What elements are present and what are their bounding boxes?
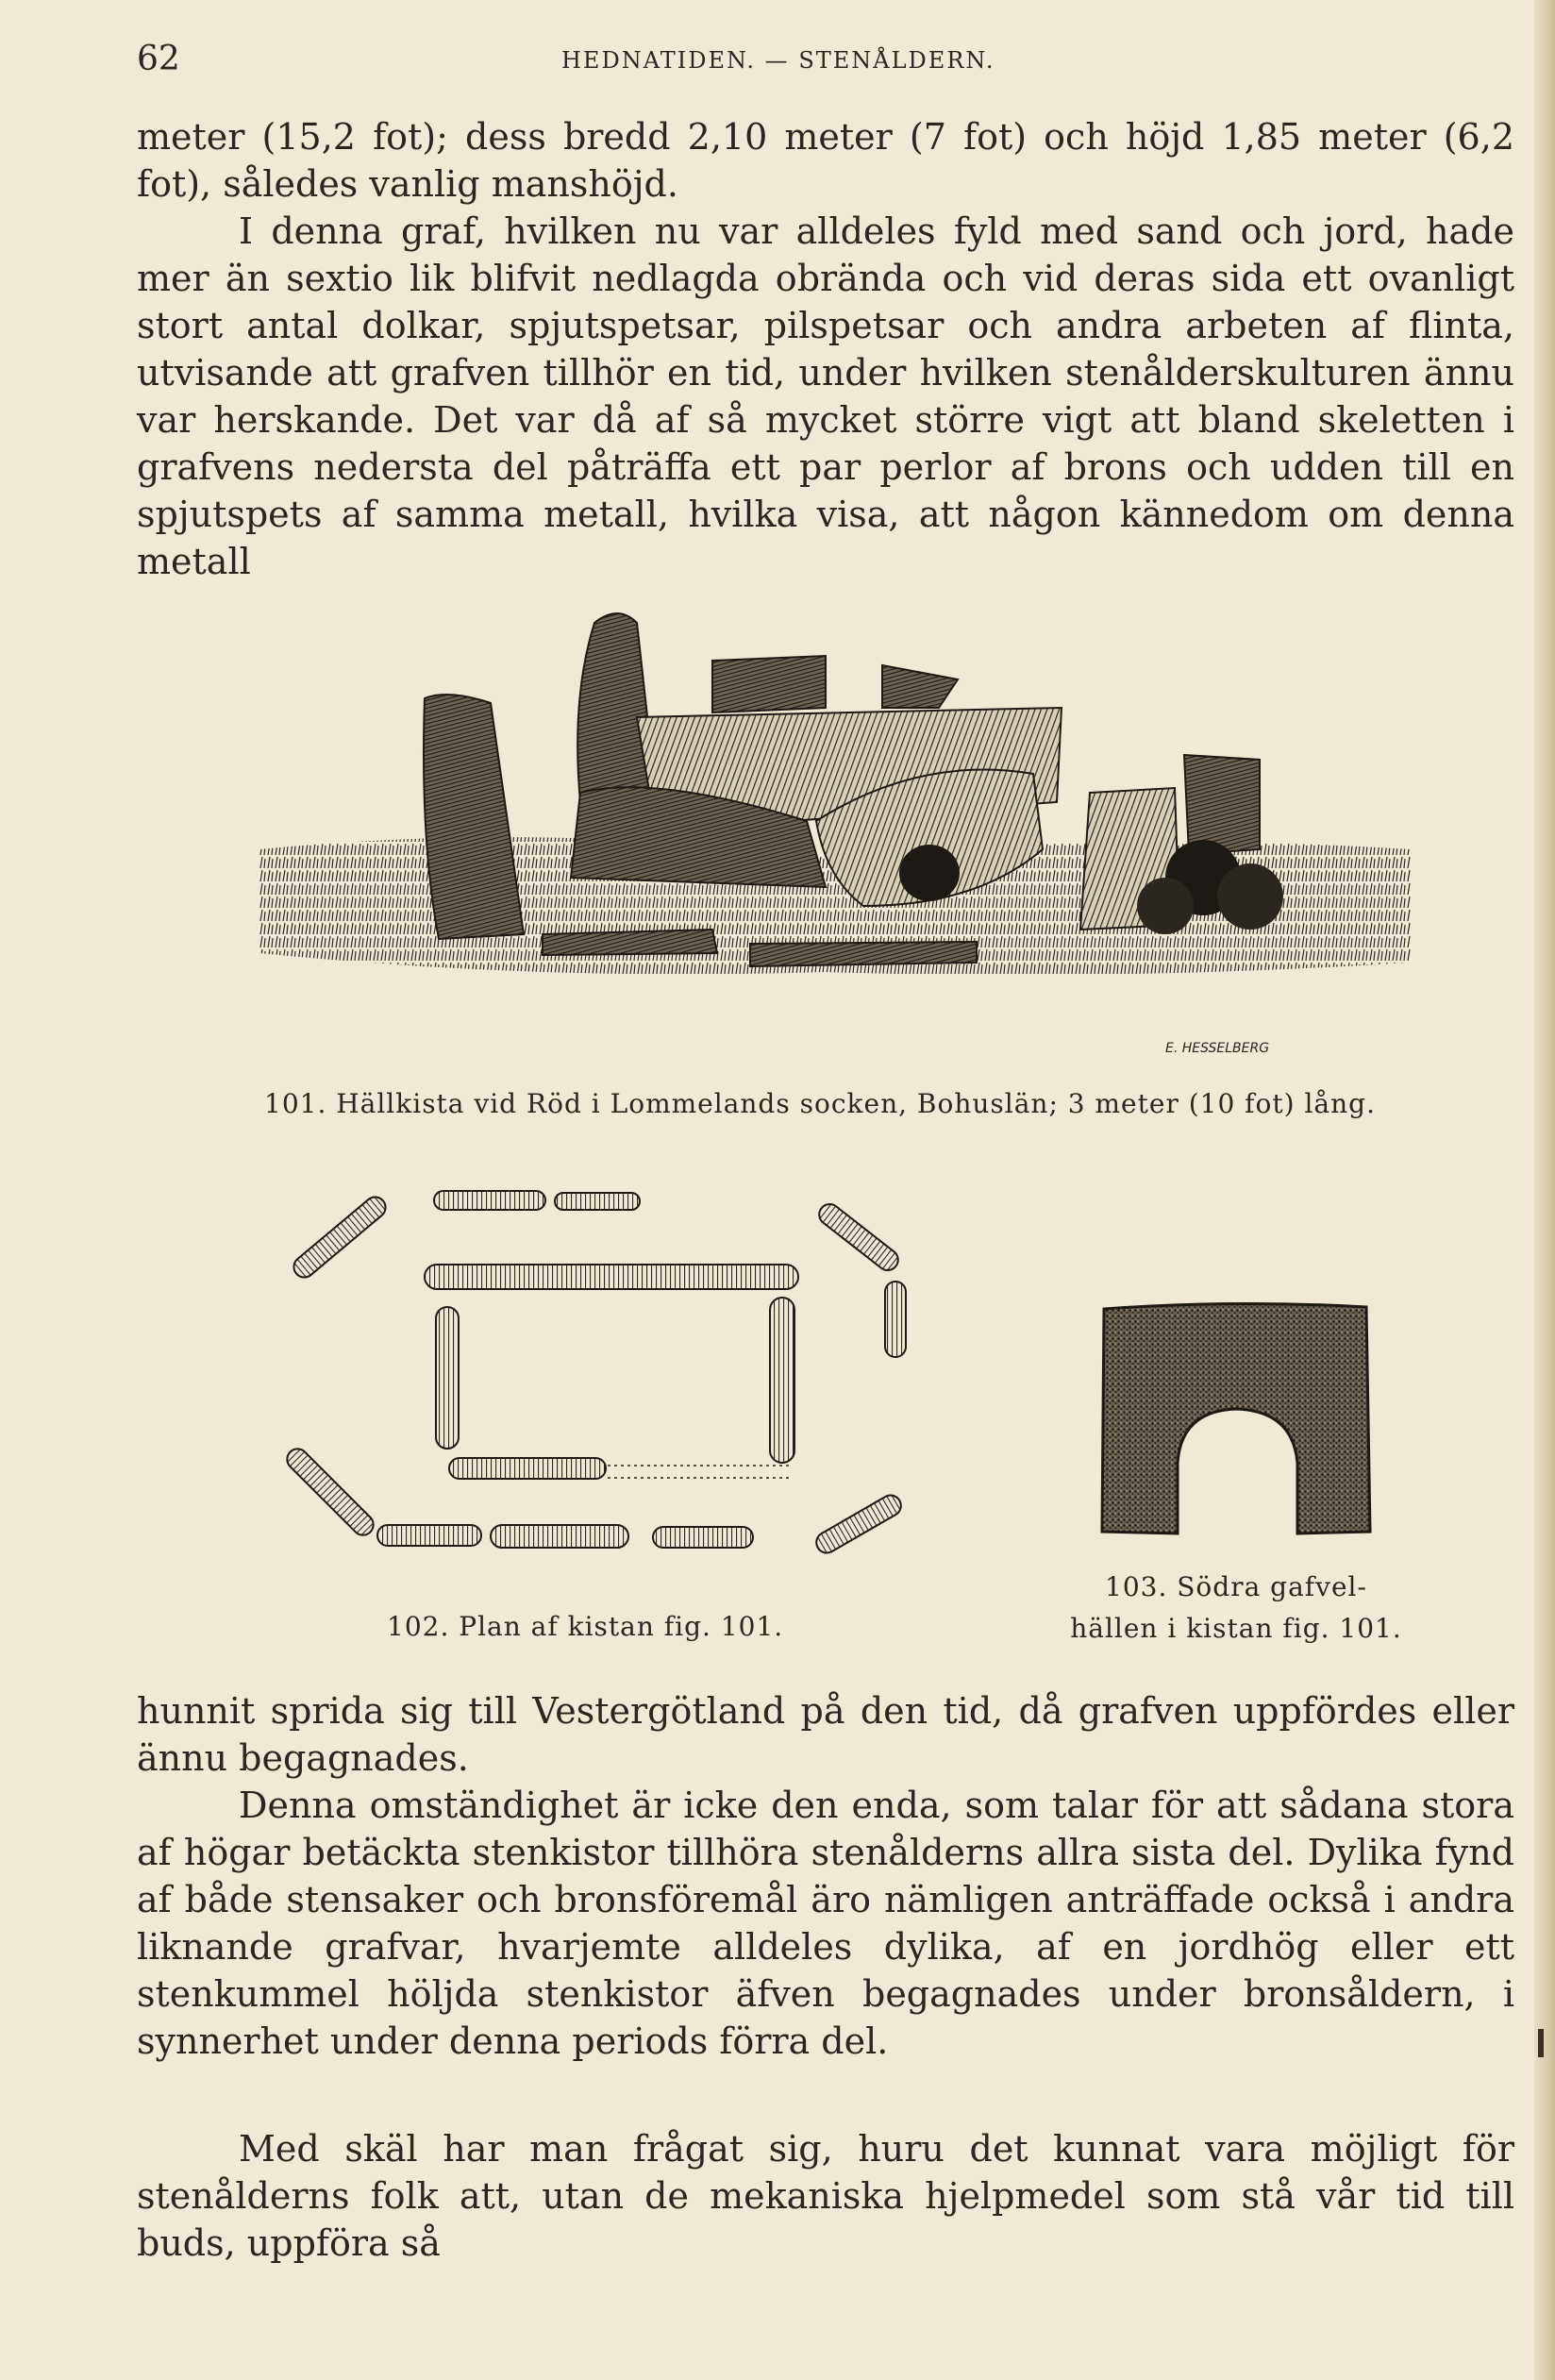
caption-figure-102: 102. Plan af kistan fig. 101. bbox=[387, 1611, 784, 1642]
plan-stone bbox=[555, 1193, 640, 1210]
paragraph: meter (15,2 fot); dess bredd 2,10 meter (7 fot) och höjd 1,85 meter (6,2 fot), således vanlig manshöjd. bbox=[137, 116, 1514, 205]
plan-stone bbox=[812, 1491, 905, 1556]
plan-stone bbox=[436, 1307, 459, 1449]
cist-plan-diagram bbox=[283, 1170, 925, 1585]
end-slab-shape bbox=[1102, 1303, 1370, 1534]
fallen-slab bbox=[543, 930, 717, 955]
running-head: HEDNATIDEN. — STENÅLDERN. bbox=[561, 47, 995, 74]
caption-figure-101: 101. Hällkista vid Röd i Lommelands socken, Bohuslän; 3 meter (10 fot) lång. bbox=[264, 1088, 1376, 1119]
back-slab-right bbox=[882, 665, 958, 708]
stone-cist-illustration bbox=[259, 604, 1411, 1057]
running-header bbox=[137, 40, 1505, 87]
paragraph: Denna omständighet är icke den enda, som talar för att sådana stora af högar betäckta stenkistor tillhöra stenålderns allra sista del. Dylika fynd af både stensaker och bronsföremål äro nämligen anträffade också i andra liknande grafvar, hvarjemte alldeles dylika, af en jordhög eller ett stenkummel höljda stenkistor äfven begagnades under bronsåldern, i synnerhet under denna periods förra del. bbox=[137, 1785, 1514, 2062]
figure-101-stone-cist-engraving bbox=[259, 604, 1411, 1057]
plan-stone bbox=[290, 1193, 390, 1282]
caption-figure-103 bbox=[1066, 1567, 1406, 1650]
plan-stone bbox=[283, 1445, 377, 1539]
paragraph: Med skäl har man frågat sig, huru det kunnat vara möjligt för stenålderns folk att, utan de mekaniska hjelpmedel som stå vår tid till buds, uppföra så bbox=[137, 2128, 1514, 2264]
figure-102-plan bbox=[283, 1170, 925, 1585]
plan-stone bbox=[653, 1527, 753, 1548]
plan-stone bbox=[449, 1458, 606, 1479]
plan-stone bbox=[377, 1525, 481, 1546]
plan-stone-long bbox=[425, 1265, 798, 1289]
body-text-top bbox=[137, 113, 1514, 585]
margin-mark bbox=[1538, 2029, 1544, 2057]
body-text-bottom bbox=[137, 1687, 1514, 2065]
body-text-last bbox=[137, 2125, 1514, 2267]
page-edge bbox=[1534, 0, 1555, 2380]
plan-stone bbox=[434, 1191, 545, 1210]
plan-stone bbox=[885, 1282, 906, 1357]
plan-stone bbox=[770, 1298, 794, 1463]
paragraph: I denna graf, hvilken nu var alldeles fyld med sand och jord, hade mer än sextio lik blifvit nedlagda obrända och vid deras sida ett ovanligt stort antal dolkar, spjutspetsar, pilspetsar och andra arbeten af flinta, utvisande att grafven tillhör en tid, under hvilken stenålderskulturen ännu var herskande. Det var då af så mycket större vigt att bland skeletten i grafvens nedersta del påträffa ett par perlor af brons och udden till en spjutspets af samma metall, hvilka visa, att någon kännedom om denna metall bbox=[137, 210, 1514, 582]
plan-stone bbox=[491, 1525, 628, 1548]
fallen-slab bbox=[750, 942, 977, 966]
figure-103-end-slab bbox=[1095, 1298, 1378, 1543]
plan-stone bbox=[815, 1200, 902, 1275]
back-slab bbox=[712, 656, 826, 712]
standing-stone-far-right bbox=[1184, 755, 1260, 854]
slab-opening bbox=[899, 845, 960, 901]
caption-line: hällen i kistan fig. 101. bbox=[1070, 1613, 1402, 1644]
artist-signature: E. HESSELBERG bbox=[1165, 1041, 1270, 1056]
page-number: 62 bbox=[137, 40, 180, 78]
standing-stone-left bbox=[424, 695, 524, 939]
caption-line: 103. Södra gafvel- bbox=[1105, 1571, 1367, 1602]
end-slab-drawing bbox=[1095, 1298, 1378, 1543]
standing-stone-tall bbox=[577, 613, 656, 802]
paragraph: hunnit sprida sig till Vestergötland på den tid, då grafven uppfördes eller ännu begagnades. bbox=[137, 1690, 1514, 1779]
